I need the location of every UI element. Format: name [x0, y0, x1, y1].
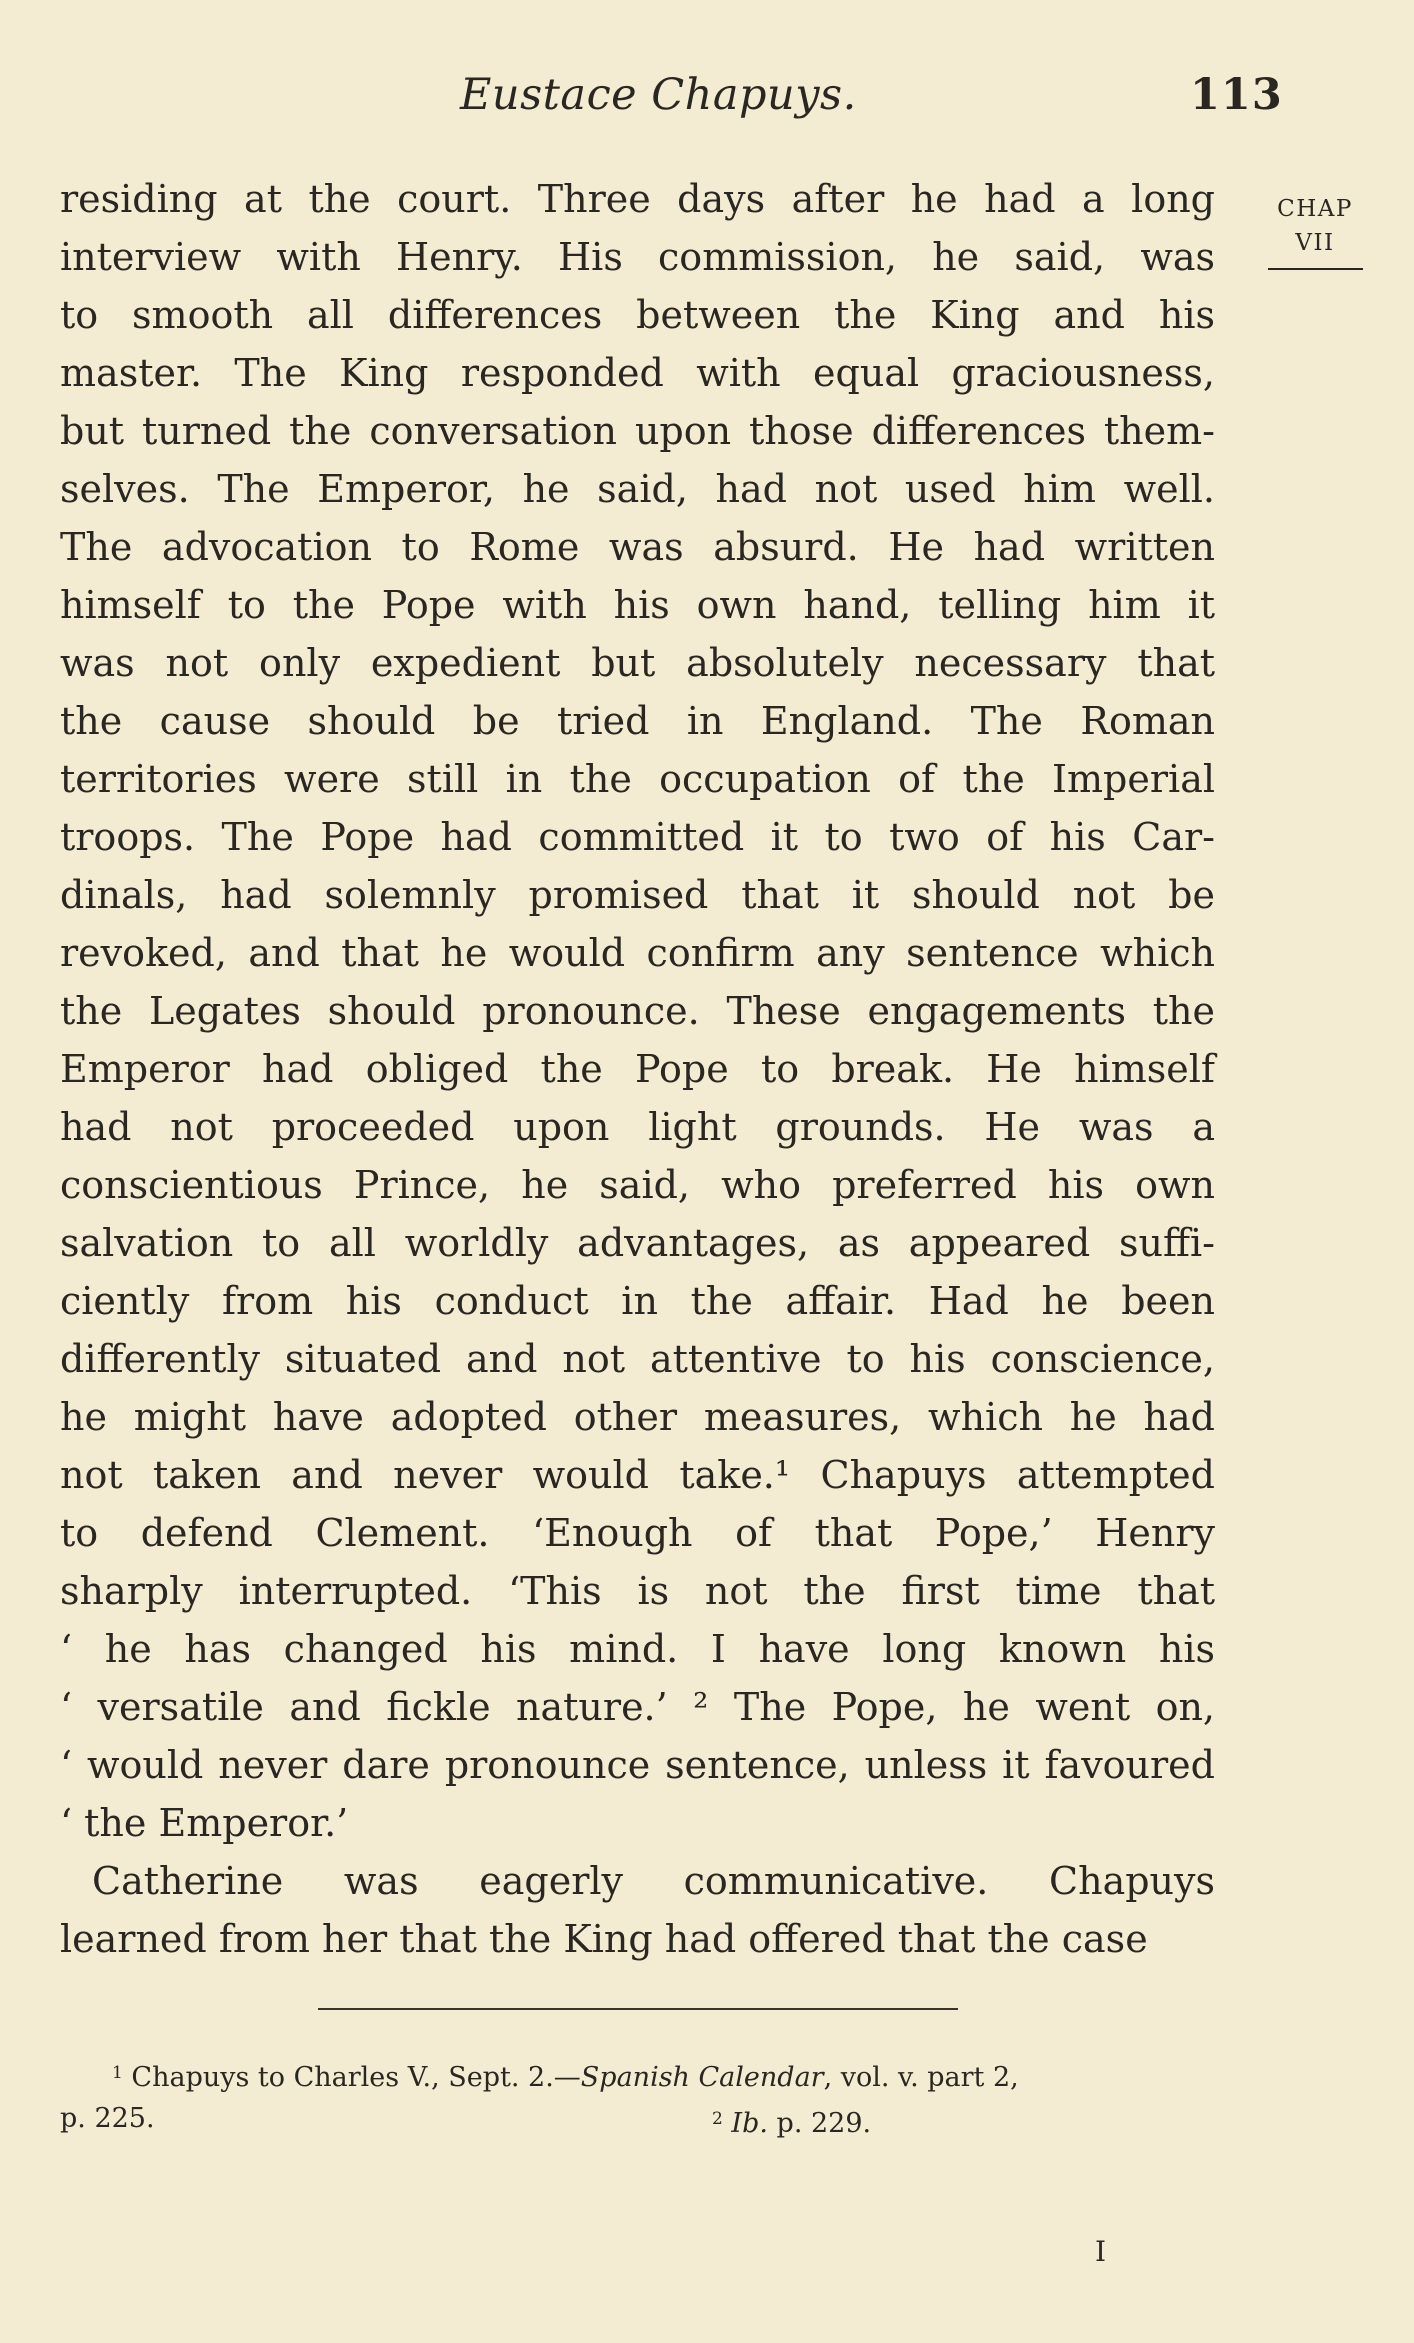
body-line: Emperor had obliged the Pope to break. He himself — [60, 1047, 1215, 1091]
body-line: revoked, and that he would confirm any sentence which — [60, 931, 1215, 975]
body-line: salvation to all worldly advantages, as appeared suffi- — [60, 1221, 1215, 1265]
body-line: master. The King responded with equal graciousness, — [60, 351, 1215, 395]
footnote-1-text-b: , vol. v. part 2, — [823, 2062, 1019, 2093]
footnote-2-text: p. 229. — [767, 2108, 872, 2139]
body-line: to defend Clement. ‘Enough of that Pope,’ Henry — [60, 1511, 1215, 1555]
footnote-2 — [712, 2096, 871, 2147]
body-line: to smooth all differences between the King and his — [60, 293, 1215, 337]
body-line: territories were still in the occupation of the Imperial — [60, 757, 1215, 801]
chapter-margin-note — [1265, 192, 1365, 270]
body-line: sharply interrupted. ‘This is not the first time that — [60, 1569, 1215, 1613]
body-line: not taken and never would take.¹ Chapuys attempted — [60, 1453, 1215, 1497]
footnote-1 — [60, 2050, 1215, 2096]
body-line: troops. The Pope had committed it to two of his Car- — [60, 815, 1215, 859]
body-text — [60, 170, 1215, 1968]
body-line: learned from her that the King had offered that the case — [60, 1917, 1148, 1961]
body-line: was not only expedient but absolutely necessary that — [60, 641, 1215, 685]
body-line: but turned the conversation upon those differences them- — [60, 409, 1215, 453]
body-line: ‘ would never dare pronounce sentence, unless it favoured — [60, 1743, 1215, 1787]
body-line: The advocation to Rome was absurd. He had written — [60, 525, 1215, 569]
body-line: interview with Henry. His commission, he said, was — [60, 235, 1215, 279]
footnote-rule — [318, 2008, 958, 2010]
body-line: he might have adopted other measures, which he had — [60, 1395, 1215, 1439]
body-line: differently situated and not attentive to his conscience, — [60, 1337, 1215, 1381]
page-header — [60, 70, 1283, 130]
body-line: the Legates should pronounce. These engagements the — [60, 989, 1215, 1033]
body-line: selves. The Emperor, he said, had not used him well. — [60, 467, 1215, 511]
body-line: had not proceeded upon light grounds. He was a — [60, 1105, 1215, 1149]
body-line: Catherine was eagerly communicative. Chapuys — [92, 1859, 1215, 1903]
footnote-1-italic: Spanish Calendar — [580, 2062, 824, 2093]
footnote-2-mark: 2 — [712, 2109, 723, 2129]
margin-note-chap: CHAP — [1277, 196, 1353, 222]
body-line: residing at the court. Three days after he had a long — [60, 177, 1215, 221]
footnote-1-mark: 1 — [112, 2063, 123, 2083]
body-line: the cause should be tried in England. The Roman — [60, 699, 1215, 743]
body-line: conscientious Prince, he said, who preferred his own — [60, 1163, 1215, 1207]
footnotes — [60, 2050, 1215, 2142]
body-line: ciently from his conduct in the affair. Had he been — [60, 1279, 1215, 1323]
footnote-2-italic: Ib. — [731, 2108, 768, 2139]
body-line: ‘ versatile and fickle nature.’ ² The Pope, he went on, — [60, 1685, 1215, 1729]
margin-note-number: VII — [1295, 230, 1335, 256]
running-title: Eustace Chapuys. — [460, 70, 857, 120]
margin-note-rule — [1268, 268, 1363, 270]
signature-mark: I — [1095, 2235, 1107, 2268]
body-line: ‘ the Emperor.’ — [60, 1801, 349, 1845]
footnote-line-2 — [60, 2096, 1215, 2142]
body-line: himself to the Pope with his own hand, telling him it — [60, 583, 1215, 627]
page-number: 113 — [1190, 70, 1283, 120]
footnote-1-text-a: Chapuys to Charles V., Sept. 2.— — [131, 2062, 581, 2093]
body-line: dinals, had solemnly promised that it should not be — [60, 873, 1215, 917]
body-line: ‘ he has changed his mind. I have long known his — [60, 1627, 1215, 1671]
footnote-1-continuation: p. 225. — [60, 2103, 155, 2134]
